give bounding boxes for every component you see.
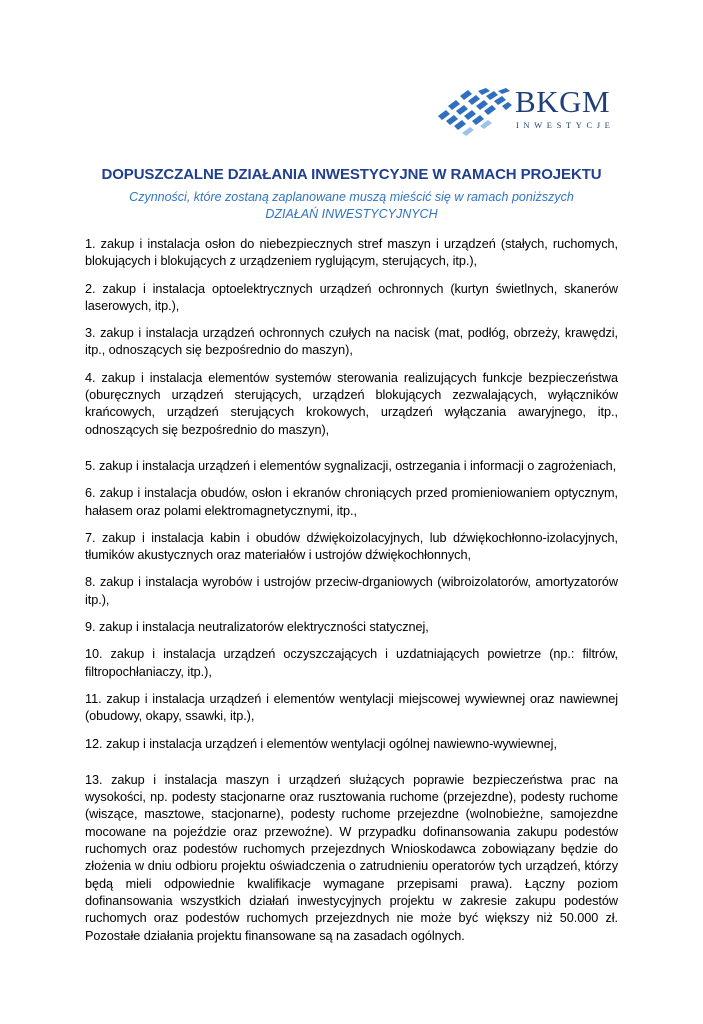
subtitle-line-1: Czynności, które zostaną zaplanowane muszą mieścić się w ramach poniższych [129,190,574,204]
list-item: 1. zakup i instalacja osłon do niebezpiecznych stref maszyn i urządzeń (stałych, ruchomych, blokujących i blokujących z urządzeniem ryglującym, sterujących, itp.), [85,237,618,269]
subtitle-line-2: DZIAŁAŃ INWESTYCYJNYCH [265,207,438,221]
page-title: DOPUSZCZALNE DZIAŁANIA INWESTYCYJNE W RAMACH PROJEKTU [101,166,602,183]
list-item: 11. zakup i instalacja urządzeń i elementów wentylacji miejscowej wywiewnej oraz nawiewnej (obudowy, okapy, ssawki, itp.), [85,691,618,724]
list-item: 6. zakup i instalacja obudów, osłon i ekranów chroniących przed promieniowaniem optycznym, hałasem oraz polami elektromagnetycznymi, itp., [85,486,618,518]
page-subtitle [0,189,703,223]
list-item: 12. zakup i instalacja urządzeń i elementów wentylacji ogólnej nawiewno-wywiewnej, [85,736,557,751]
investment-actions-list [85,236,618,945]
list-item: 7. zakup i instalacja kabin i obudów dźwiękoizolacyjnych, lub dźwiękochłonno-izolacyjnych, tłumików akustycznych oraz materiałów i ustrojów dźwiękochłonnych, [85,530,618,563]
list-item: 8. zakup i instalacja wyrobów i ustrojów przeciw-drganiowych (wibroizolatorów, amortyzatorów itp.), [85,575,618,607]
list-item: 9. zakup i instalacja neutralizatorów elektryczności statycznej, [85,620,429,635]
list-item: 10. zakup i instalacja urządzeń oczyszczających i uzdatniających powietrze (np.: filtrów, filtropochłaniaczy, itp.), [85,647,618,679]
list-item: 13. zakup i instalacja maszyn i urządzeń służących poprawie bezpieczeństwa prac na wysokości, np. podesty stacjonarne oraz rusztowania ruchome (przejezdne), podesty ruchome (wiszące, masztowe, stacjonarne), podesty ruchome przejezdne (wolnobieżne, samojezdne mocowane na pojeździe oraz przewoźne). W przypadku dofinansowania zakupu podestów ruchomych oraz podestów ruchomych przejezdnych Wnioskodawca zobowiązany będzie do złożenia w dniu odbioru projektu oświadczenia o zatrudnieniu operatorów tych urządzeń, którzy będą mieli odpowiednie kwalifikacje wymagane przepisami prawa). Łączny poziom dofinansowania wszystkich działań inwestycyjnych projektu w zakresie zakupu podestów ruchomych oraz podestów ruchomych przejezdnych nie może być większy niż 50.000 zł. Pozostałe działania projektu finansowane są na zasadach ogólnych. [85,772,618,943]
list-item: 2. zakup i instalacja optoelektrycznych urządzeń ochronnych (kurtyn świetlnych, skanerów laserowych, itp.), [85,281,618,313]
list-item: 3. zakup i instalacja urządzeń ochronnych czułych na nacisk (mat, podłóg, obrzeży, krawędzi, itp., odnoszących się bezpośrednio do maszyn), [85,326,618,358]
logo-subtitle: INWESTYCJE [516,120,615,130]
logo-wordmark: BKGM [515,84,611,119]
list-item: 5. zakup i instalacja urządzeń i elementów sygnalizacji, ostrzegania i informacji o zagrożeniach, [85,458,617,473]
list-item: 4. zakup i instalacja elementów systemów sterowania realizujących funkcje bezpieczeństwa (oburęcznych urządzeń sterujących, urządzeń blokujących zezwalających, wyłączników krańcowych, urządzeń sterujących krokowych, urządzeń wyłączania awaryjnego, itp., odnoszących się bezpośrednio do maszyn), [85,370,618,437]
